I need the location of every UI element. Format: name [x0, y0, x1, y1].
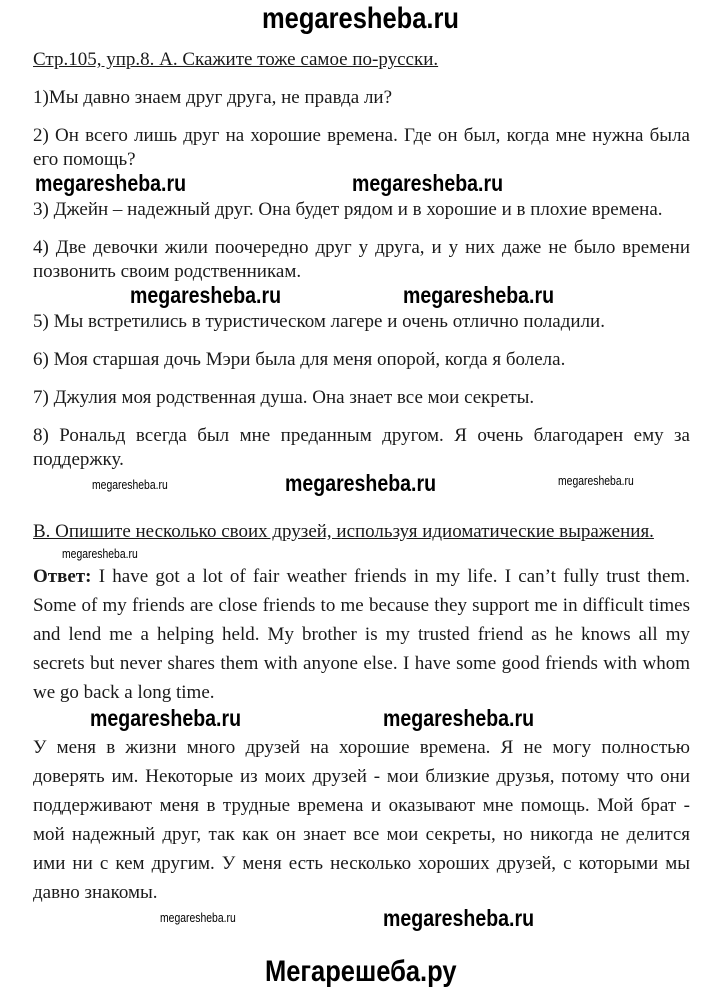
header-watermark: megaresheba.ru: [262, 2, 460, 35]
watermark-row: [33, 172, 690, 198]
item-1: 1)Мы давно знаем друг друга, не правда ли?: [33, 87, 393, 108]
watermark: megaresheba.ru: [383, 705, 535, 731]
watermark: megaresheba.ru: [92, 477, 168, 492]
section-a-title: Стр.105, упр.8. А. Скажите тоже самое по-русски.: [33, 49, 439, 70]
footer-watermark: Мегарешеба.ру: [265, 955, 457, 988]
watermark: megaresheba.ru: [403, 282, 555, 308]
watermark: megaresheba.ru: [90, 705, 242, 731]
watermark: megaresheba.ru: [160, 910, 236, 925]
section-b-title: В. Опишите несколько своих друзей, используя идиоматические выражения.: [33, 521, 654, 542]
watermark-row: [33, 284, 690, 310]
header-row: [33, 0, 690, 42]
watermark-row: [33, 707, 690, 733]
watermark-row: [33, 472, 690, 498]
item-2: 2) Он всего лишь друг на хорошие времена. Где он был, когда мне нужна была его помощь?: [33, 125, 690, 170]
watermark-row: [33, 907, 690, 933]
answer-russian: У меня в жизни много друзей на хорошие времена. Я не могу полностью доверять им. Некоторые из моих друзей - мои близкие друзья, потому что они поддерживают меня в трудные времена и оказывают мне помощь. Мой брат - мой надежный друг, так как он знает все мои секреты, но никогда не делится ими ни с кем другим. У меня есть несколько хороших друзей, с которыми мы давно знакомы.: [33, 737, 690, 903]
item-6: 6) Моя старшая дочь Мэри была для меня опорой, когда я болела.: [33, 349, 566, 370]
item-5: 5) Мы встретились в туристическом лагере и очень отлично поладили.: [33, 311, 605, 332]
watermark: megaresheba.ru: [130, 282, 282, 308]
watermark: megaresheba.ru: [285, 470, 437, 496]
watermark: megaresheba.ru: [558, 473, 634, 488]
answer-label: Ответ:: [33, 566, 92, 587]
watermark: megaresheba.ru: [352, 170, 504, 196]
watermark: megaresheba.ru: [383, 905, 535, 931]
item-4: 4) Две девочки жили поочередно друг у друга, и у них даже не было времени позвонить своим родственникам.: [33, 237, 690, 282]
watermark: megaresheba.ru: [35, 170, 187, 196]
answer-english: [33, 562, 690, 707]
item-3: 3) Джейн – надежный друг. Она будет рядом и в хорошие и в плохие времена.: [33, 199, 663, 220]
item-8: 8) Рональд всегда был мне преданным другом. Я очень благодарен ему за поддержку.: [33, 425, 690, 470]
answer-english-text: I have got a lot of fair weather friends in my life. I can’t fully trust them. Some of my friends are close friends to me because they support me in difficult times and lend me a helping held. My brother is my trusted friend as he knows all my secrets but never shares them with anyone else. I have some good friends with whom we go back a long time.: [33, 566, 690, 703]
footer-row: [33, 953, 690, 993]
watermark: megaresheba.ru: [62, 546, 138, 561]
item-7: 7) Джулия моя родственная душа. Она знает все мои секреты.: [33, 387, 535, 408]
watermark-row: [33, 544, 690, 562]
